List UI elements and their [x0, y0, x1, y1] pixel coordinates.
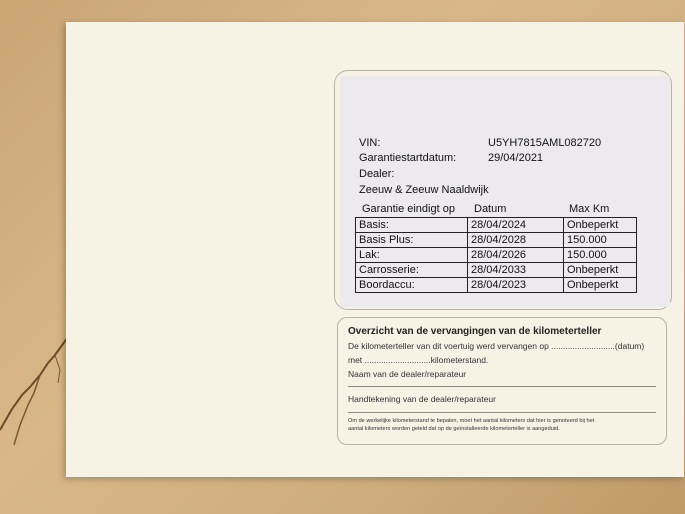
row-date: 28/04/2023 [468, 278, 564, 293]
row-label: Basis: [356, 218, 468, 233]
header-datum: Datum [474, 203, 507, 215]
row-label: Basis Plus: [356, 233, 468, 248]
row-label: Lak: [356, 248, 468, 263]
table-crack [0, 335, 70, 455]
table-row [356, 218, 637, 233]
row-date: 28/04/2024 [468, 218, 564, 233]
start-date-label: Garantiestartdatum: [359, 152, 457, 164]
row-km: 150.000 [564, 248, 637, 263]
row-label: Boordaccu: [356, 278, 468, 293]
row-km: Onbeperkt [564, 263, 637, 278]
vin-value: U5YH7815AML082720 [488, 137, 602, 149]
warranty-table [355, 217, 637, 293]
row-km: 150.000 [564, 233, 637, 248]
row-date: 28/04/2033 [468, 263, 564, 278]
table-row [356, 278, 637, 293]
dealer-value: Zeeuw & Zeeuw Naaldwijk [359, 184, 489, 196]
header-garantie: Garantie eindigt op [362, 203, 455, 215]
dealer-label: Dealer: [359, 168, 395, 180]
vin-label: VIN: [359, 137, 381, 149]
table-row [356, 248, 637, 263]
table-row [356, 263, 637, 278]
row-label: Carrosserie: [356, 263, 468, 278]
footnote-line-1: Om de werkelijke kilometerstand te bepalen, moet het aantal kilometers dat hier is genoteerd bij het [348, 418, 595, 424]
odometer-line-date: De kilometerteller van dit voertuig werd vervangen op ...........................(datum) [348, 341, 645, 351]
table-row [356, 233, 637, 248]
odometer-line-km: met ............................kilometerstand. [348, 355, 489, 365]
signature-line [348, 412, 656, 413]
footnote-line-2: aantal kilometers worden geteld dat op de geïnstalleerde kilometerteller is aangeduid. [348, 426, 560, 432]
row-date: 28/04/2028 [468, 233, 564, 248]
signature-label: Handtekening van de dealer/reparateur [348, 394, 496, 404]
dealer-name-line [348, 386, 656, 387]
odometer-title: Overzicht van de vervangingen van de kilometerteller [348, 326, 602, 337]
header-max-km: Max Km [569, 203, 610, 215]
row-km: Onbeperkt [564, 218, 637, 233]
row-km: Onbeperkt [564, 278, 637, 293]
start-date-value: 29/04/2021 [488, 152, 544, 164]
dealer-name-label: Naam van de dealer/reparateur [348, 369, 467, 379]
row-date: 28/04/2026 [468, 248, 564, 263]
